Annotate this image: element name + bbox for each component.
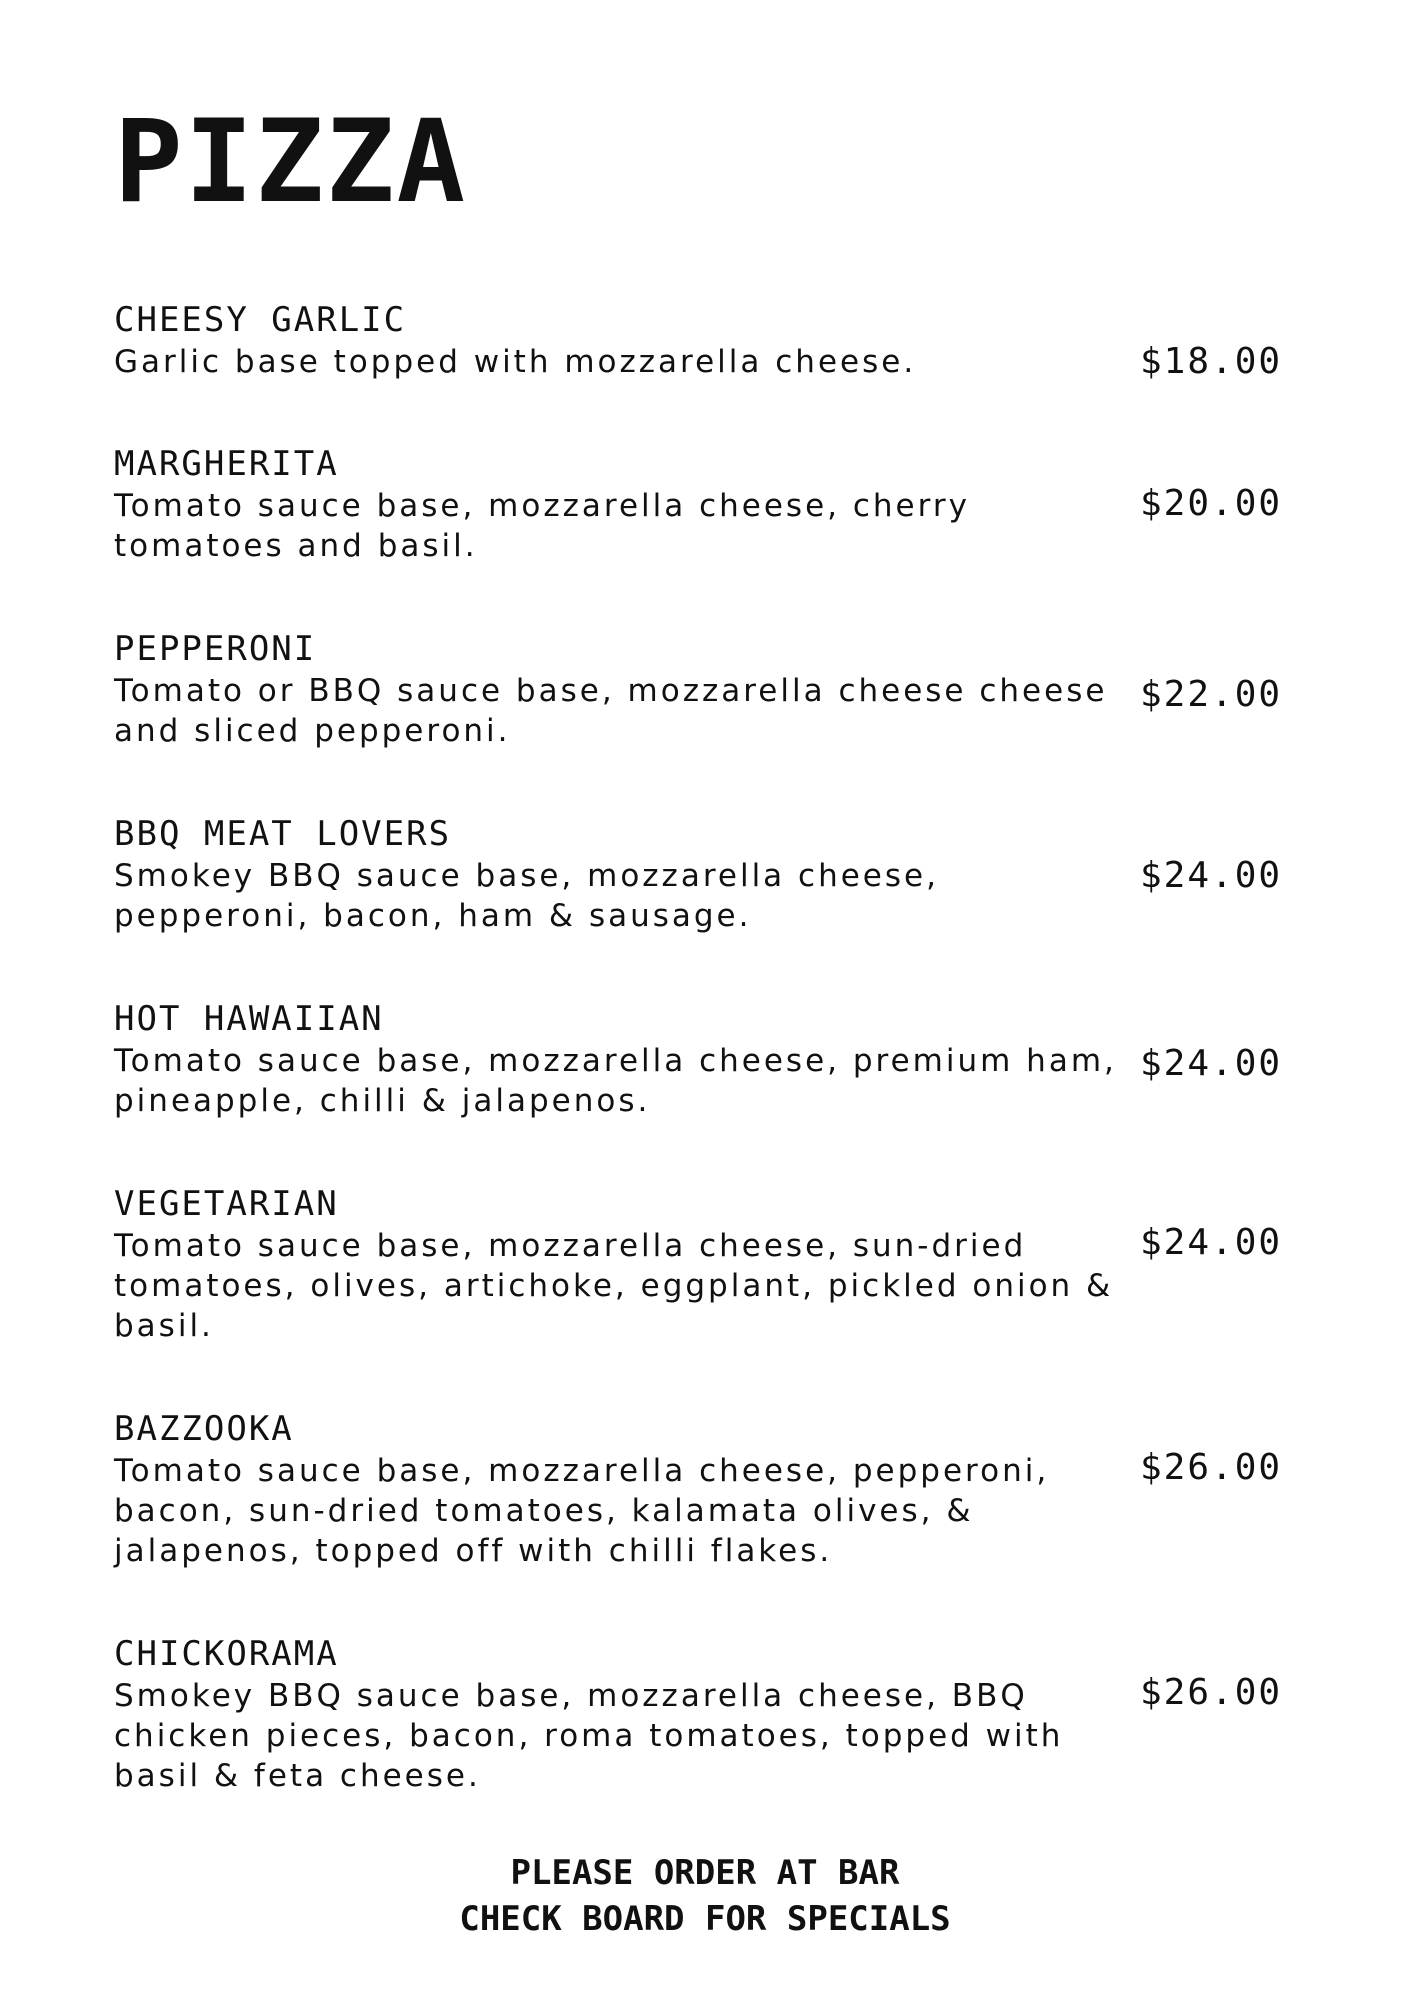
menu-item-price: $24.00 xyxy=(1140,1043,1283,1084)
menu-item xyxy=(114,812,1304,936)
check-specials-text: CHECK BOARD FOR SPECIALS xyxy=(459,1899,951,1939)
menu-item-name: CHICKORAMA xyxy=(114,1634,339,1674)
menu-item xyxy=(114,997,1304,1121)
order-at-bar-text: PLEASE ORDER AT BAR xyxy=(510,1853,900,1893)
menu-item-price: $22.00 xyxy=(1140,674,1283,715)
menu-item-description: Tomato sauce base, mozzarella cheese, sun-dried tomatoes, olives, artichoke, eggplant, pickled onion & basil. xyxy=(114,1228,1114,1344)
menu-item-description: Smokey BBQ sauce base, mozzarella cheese, BBQ chicken pieces, bacon, roma tomatoes, topped with basil & feta cheese. xyxy=(114,1678,1064,1794)
menu-item-price: $18.00 xyxy=(1140,341,1283,382)
page-title: PIZZA xyxy=(114,95,468,228)
menu-item xyxy=(114,1632,1304,1796)
menu-item-price: $20.00 xyxy=(1140,483,1283,524)
menu-item-description: Tomato sauce base, mozzarella cheese, pepperoni, bacon, sun-dried tomatoes, kalamata olives, & jalapenos, topped off with chilli flakes. xyxy=(114,1453,1050,1569)
order-notice xyxy=(0,1850,1410,1942)
menu-item-name: VEGETARIAN xyxy=(114,1184,339,1224)
menu-item-description: Smokey BBQ sauce base, mozzarella cheese, pepperoni, bacon, ham & sausage. xyxy=(114,858,939,934)
menu-item xyxy=(114,1182,1304,1346)
menu-item-description: Garlic base topped with mozzarella cheese. xyxy=(114,344,917,380)
menu-item-name: CHEESY GARLIC xyxy=(114,300,407,340)
menu-item-price: $24.00 xyxy=(1140,1222,1283,1263)
menu-item-price: $26.00 xyxy=(1140,1447,1283,1488)
menu-item-description: Tomato or BBQ sauce base, mozzarella cheese cheese and sliced pepperoni. xyxy=(114,673,1108,749)
menu-item-price: $26.00 xyxy=(1140,1672,1283,1713)
menu-item-description: Tomato sauce base, mozzarella cheese, premium ham, pineapple, chilli & jalapenos. xyxy=(114,1043,1117,1119)
menu-item xyxy=(114,1407,1304,1571)
menu-item-description: Tomato sauce base, mozzarella cheese, cherry tomatoes and basil. xyxy=(114,488,970,564)
menu-item-name: BBQ MEAT LOVERS xyxy=(114,814,452,854)
menu-item-name: MARGHERITA xyxy=(114,444,339,484)
menu-item-name: HOT HAWAIIAN xyxy=(114,999,384,1039)
menu-item xyxy=(114,442,1304,566)
menu-item-name: PEPPERONI xyxy=(114,629,317,669)
menu-item xyxy=(114,627,1304,751)
menu-item-price: $24.00 xyxy=(1140,855,1283,896)
menu-item xyxy=(114,298,1304,382)
menu-item-name: BAZZOOKA xyxy=(114,1409,294,1449)
